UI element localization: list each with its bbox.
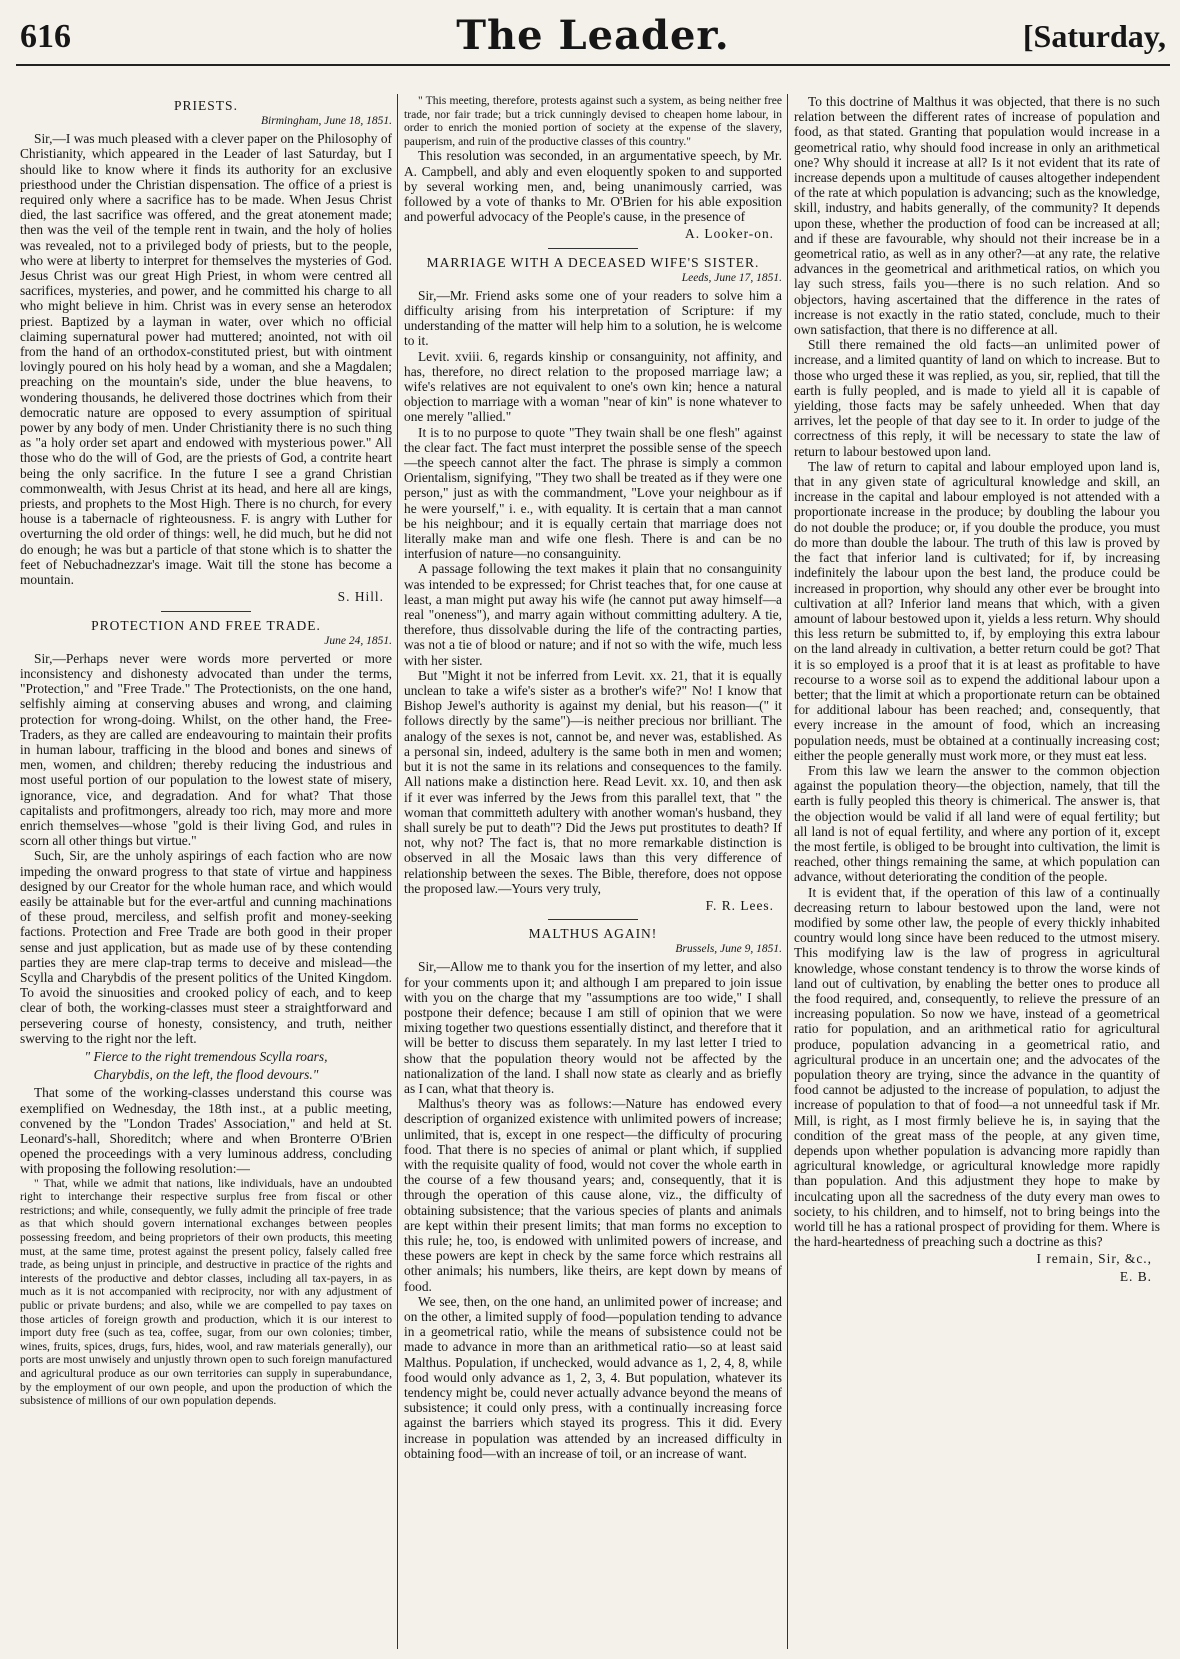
- resolution-text: " This meeting, therefore, protests against such a system, as being neither free trade, nor fair trade; but a trick cunningly devised to cheapen home labour, in order to enrich the monied portion of society at the expense of the slavery, pauperism, and ruin of the productive classes of this country.": [404, 94, 782, 148]
- article-signature: A. Looker-on.: [685, 226, 774, 242]
- article-dateline: Birmingham, June 18, 1851.: [261, 115, 392, 127]
- article-paragraph: Such, Sir, are the unholy aspirings of each faction who are now impeding the onward progress to that state of virtue and happiness designed by our Creator for the whole human race, and which would easily be attainable but for the ever-artful and cunning machinations of these proud, merciless, and selfish profit and money-seeking factions. Protection and Free Trade are both good in their proper sense and just application, but as made use of by these contending parties they are mere clap-trap terms to deceive and mislead—the Scylla and Charybdis of the present politics of the United Kingdom. To avoid the sinuosities and crooked policy of each, and to keep clear of both, the working-classes must steer a straightforward and persevering course of honesty, consistency, and truth, neither swerving to the right nor the left.: [20, 848, 392, 1046]
- article-paragraph: The law of return to capital and labour employed upon land is, that in any given state of agricultural knowledge and skill, an increase in the capital and labour employed is not attended with a proportionate increase in the produce; by doubling the labour you do not double the produce; or, if you double the produce, you must do more than double the labour. The truth of this law is proved by the fact that inferior land is cultivated; for if, by increasing indefinitely the labour upon the best land, the produce could be increased in proportion, why should any other ever be brought into cultivation at all? Inferior land means that which, with a given amount of labour bestowed upon it, yields a less return. Why should this less return be submitted to, if, by employing this extra labour on the land already in cultivation, a better return could be got? That it is so employed is a proof that it is at least as profitable to have recourse to a worse soil as to expend the additional labour upon a better; that the limit at which a proportionate return can be obtained for additional labour has been reached; and, consequently, that every increase in the amount of food, which an increasing population needs, must be obtained at a continually increasing cost; either the people generally must work more, or they must eat less.: [794, 458, 1160, 763]
- column-divider: [397, 94, 398, 1649]
- column-divider: [787, 94, 788, 1649]
- article-separator: [548, 919, 638, 920]
- article-heading-marriage: MARRIAGE WITH A DECEASED WIFE'S SISTER.: [426, 254, 760, 270]
- article-paragraph: A passage following the text makes it plain that no consanguinity was intended to be expressed; for Christ teaches that, for one cause at least, a man might put away his wife (he cannot put away himself—a real "oneness"), and marry again without committing adultery. A tie, therefore, thus dissolvable during the life of the contracting parties, was not a tie of blood or nature; and if not so with the wife, much less with her sister.: [404, 561, 782, 668]
- article-paragraph: This resolution was seconded, in an argumentative speech, by Mr. A. Campbell, and ably and even eloquently spoken to and supported by several working men, and, being unanimously carried, was followed by a vote of thanks to Mr. O'Brien for his able exposition and powerful advocacy of the People's cause, in the presence of: [404, 148, 782, 225]
- article-paragraph: Malthus's theory was as follows:—Nature has endowed every description of organized existence with unlimited powers of increase; unlimited, that is, except in one respect—the difficulty of procuring food. That there is no species of animal or plant which, if supplied with the requisite quality of food, would not cover the whole earth in the course of a few thousand years; and, consequently, that it is through the operation of this cause alone, viz., the difficulty of obtaining subsistence; that the various species of plants and animals are kept within their present limits; that man forms no exception to this rule; he, too, is endowed with unlimited powers of increase, and these powers are kept in check by the same force which restrains all other animals; his numbers, like theirs, are kept down by means of food.: [404, 1096, 782, 1294]
- article-paragraph: Still there remained the old facts—an unlimited power of increase, and a limited quantity of land on which to increase. But to those who urged these it was replied, as you, sir, replied, that till the earth is fully peopled, and is made to yield all it is capable of yielding, those facts may be safely unheeded. When that day arrives, let the people of that day see to it. In order to judge of the correctness of this reply, it will be necessary to state the law of return to labour bestowed upon land.: [794, 337, 1160, 459]
- article-dateline: Leeds, June 17, 1851.: [681, 271, 782, 284]
- article-paragraph: We see, then, on the one hand, an unlimited power of increase; and on the other, a limited supply of food—population tending to advance in a geometrical ratio, while the means of subsistence could not be made to advance in more than an arithmetical ratio—so at least said Malthus. Population, if unchecked, would advance as 1, 2, 4, 8, while food would only advance as 1, 2, 3, 4. But population, whatever its tendency might be, could never actually advance beyond the means of subsistence; it could only press, with a continually increasing force against the barriers which stayed its progress. This it did. Every increase in population was attended by an increased difficulty in obtaining food—with an increase of toil, or an increase of want.: [404, 1293, 782, 1461]
- column-3: [794, 94, 1160, 1649]
- article-heading-protection: PROTECTION AND FREE TRADE.: [91, 617, 321, 633]
- article-separator: [548, 248, 638, 249]
- article-paragraph: Sir,—Allow me to thank you for the insertion of my letter, and also for your comments upon it; and although I am prepared to join issue with you on the charge that my "assumptions are too wide," I shall postpone their defence; because I am still of opinion that we were mixing together two questions essentially distinct, and therefore that it will be better to discuss them separately. In my last letter I tried to show that the population theory would not be affected by the nationalization of the land. I shall now state as clearly and as briefly as I can, what that theory is.: [404, 959, 782, 1096]
- article-paragraph: That some of the working-classes understand this course was exemplified on Wednesday, the 18th inst., at a public meeting, convened by the "London Trades' Association," and held at St. Leonard's-hall, Shoreditch; where and when Bronterre O'Brien opened the proceedings with a very luminous address, concluding with proposing the following resolution:—: [20, 1085, 392, 1177]
- article-paragraph: But "Might it not be inferred from Levit. xx. 21, that it is equally unclean to take a wife's sister as a brother's wife?" No! I know that Bishop Jewel's authority is against my denial, but his reason—(" it follows directly by the same")—is neither precious nor brilliant. The analogy of the sexes is not, cannot be, and never was, established. As a personal sin, indeed, adultery is the same both in men and women; but it is not the same in its relations and consequences to the family. All nations make a distinction here. Read Levit. xx. 10, and then ask if it ever was inferred by the Jews from this parallel text, that " the woman that committeth adultery with another woman's husband, they shall surely be put to death"? Did the Jews put prostitutes to death? If not, why not? The fact is, that no more remarkable distinction is observed in all the Mosaic laws than this very difference of relationship between the sexes. The Bible, therefore, does not oppose the proposed law.—Yours very truly,: [404, 667, 782, 896]
- column-1: [20, 94, 392, 1649]
- newspaper-title: The Leader.: [456, 12, 730, 59]
- article-paragraph: To this doctrine of Malthus it was objected, that there is no such relation between the different rates of increase of population and food, as that stated. Granting that population would increase in a geometrical ratio, why should food increase in only an arithmetical one? Why should it increase at all? Is it not evident that its rate of increase depends upon a multitude of causes altogether independent of the rate at which population is advancing; such as the knowledge, skill, industry, and habits generally, of the community? It depends upon these, whether the production of food can be increased at all; and if these are favourable, why should not their increase be in a geometrical ratio, as well as in any other?—at any rate, the relative advances in the geometrical and arithmetical ratios, on which you lay such stress, fails you—there is no such relation. And so objectors, having ascertained that the difference in the rates of increase is not exactly in the ratio stated, conclude, much to their own satisfaction, that there is no difference at all.: [794, 94, 1160, 338]
- issue-day: [Saturday,: [1022, 18, 1166, 54]
- resolution-text: " That, while we admit that nations, like individuals, have an undoubted right to interchange their respective surplus free from fiscal or other restrictions; and while, consequently, we fully admit the principle of free trade as that which should govern international exchanges between peoples possessing freedom, and being proprietors of their own products, this meeting must, at the same time, protest against the present policy, falsely called free trade, as being unjust in principle, and destructive in practice of the rights and interests of the productive and debtor classes, including all tax-payers, in as much as it is not accompanied with reciprocity, nor with any adjustment of public or private burdens; and also, while we are compelled to pay taxes on those articles of foreign growth and production, which it is our interest to import duty free (such as tea, coffee, sugar, from our own colonies; timber, wines, fruits, spices, drugs, furs, hides, wool, and raw materials generally), our ports are most unwisely and unjustly thrown open to such foreign manufactured and agricultural produce as our own territories can supply in superabundance, by the employment of our own people, and upon the production of which the subsistence of millions of our own population depends.: [20, 1176, 392, 1408]
- quoted-verse: Charybdis, on the left, the flood devours.": [93, 1067, 319, 1083]
- article-paragraph: Sir,—I was much pleased with a clever paper on the Philosophy of Christianity, which appeared in the Leader of last Saturday, but I should like to know where it finds its authority for an exclusive priesthood under the Christian dispensation. The office of a priest is required only where a sacrifice has to be made. When Jesus Christ died, the last sacrifice was offered, and the great atonement made; then was the veil of the temple rent in twain, and the holy of holies was revealed, not to a privileged body of priests, but to the people, who were at liberty to interpret for themselves the mysteries of God. Jesus Christ was our great High Priest, in whom were centred all sacrifices, mysteries, and power, and he committed his charge to all who might believe in him. Christ was in every sense an heterodox priest. Baptized by a layman in water, over which no official claiming supernatural power had muttered; anointed, not with oil from the hand of an orthodox-constituted priest, but with ointment lovingly poured on his holy head by a woman, and she a Magdalen; preaching on the mountain's side, under the blue heavens, to wondering thousands, he delivered those doctrines which from their democratic nature are opposed to every assumption of spiritual power by any body of men. Under Christianity there is no such thing as "a holy order set apart and endowed with mysterious power." All those who do the will of God, are the priests of God, a contrite heart being the only sacrifice. In the future I see a grand Christian commonwealth, with Jesus Christ at its head, and here all are kings, priests, and prophets to the Most High. There is no church, for every house is a tabernacle of righteousness. F. is angry with Luther for overturning the old order of things: well, he did much, but he did not do enough; he was but a particle of that stone which is to shatter the feet of Nebuchadnezzar's image. Wait till the stone has become a mountain.: [20, 131, 392, 588]
- article-signature: S. Hill.: [337, 589, 384, 605]
- article-heading-priests: PRIESTS.: [174, 98, 238, 113]
- article-closing: I remain, Sir, &c.,: [1036, 1251, 1152, 1267]
- page-number: 616: [20, 18, 71, 55]
- article-paragraph: From this law we learn the answer to the common objection against the population theory—the objection, namely, that till the earth is fully peopled this theory is chimerical. The answer is, that the objection would be valid if all land were of equal fertility; but all land is not of equal fertility, and where any portion of it, except the most fertile, is obliged to be brought into cultivation, the limit is reached, other things remaining the same, at which population can advance, without deteriorating the condition of the people.: [794, 762, 1160, 885]
- article-dateline: June 24, 1851.: [324, 634, 392, 647]
- article-paragraph: It is evident that, if the operation of this law of a continually decreasing return to labour bestowed upon the land, were not modified by some other law, the people of every thickly inhabited country would long since have been reduced to the utmost misery. This modifying law is the law of progress in agricultural knowledge, whose constant tendency is to throw the worse kinds of land out of cultivation, by enabling the better ones to produce all the food required, and, consequently, to relieve the pressure of an increasing population. So now we have, instead of a geometrical ratio for population, and an arithmetical ratio for agricultural produce, population advancing in a geometrical ratio, and agricultural produce in an uncertain one; and the advocates of the population theory are trying, since the advance in the quantity of food cannot be adjusted to the increase of population, to adjust the increase of population to that of food—a not unneedful task if Mr. Mill, is right, as I most firmly believe he is, in saying that the condition of the great mass of the people, at any given time, depends upon whether population is advancing more rapidly than agricultural knowledge, or agricultural knowledge more rapidly than population. And this adjustment they hope to make by inculcating upon all the sacredness of the duty every man owes to society, to his children, and to himself, not to bring beings into the world till he has a rational prospect of providing for them. Where is the hard-heartedness of preaching such a doctrine as this?: [794, 884, 1160, 1250]
- article-signature: F. R. Lees.: [705, 897, 774, 913]
- article-heading-malthus: MALTHUS AGAIN!: [528, 926, 658, 942]
- article-dateline: Brussels, June 9, 1851.: [675, 943, 782, 956]
- article-signature: E. B.: [1119, 1268, 1152, 1284]
- column-2: [404, 94, 782, 1649]
- article-paragraph: Levit. xviii. 6, regards kinship or consanguinity, not affinity, and has, therefore, no direct relation to the proposed marriage law; a wife's relatives are not equivalent to one's own kin; hence a natural objection to marriage with a woman "near of kin" is none whatever to one merely "allied.": [404, 348, 782, 425]
- article-paragraph: Sir,—Mr. Friend asks some one of your readers to solve him a difficulty arising from his interpretation of Scripture: if my understanding of the matter will help him to a solution, he is welcome to it.: [404, 287, 782, 349]
- masthead: [16, 8, 1170, 66]
- article-paragraph: Sir,—Perhaps never were words more perverted or more inconsistency and dishonesty advocated than under the terms, "Protection," and "Free Trade." The Protectionists, on the one hand, selfishly aiming at conserving abuses and wrong, and claiming protection for wrong-doing. Whilst, on the other hand, the Free-Traders, as they are called are endeavouring to maintain their profits in human labour, trafficing in the blood and bones and sinews of men, women, and children; thereby reducing the industrious and most useful portion of our population to the lowest state of misery, ignorance, vice, and degradation. And for what? That those capitalists and profitmongers, already too rich, may more and more enrich themselves—whose "gold is their living God, and rules in scorn all other things but virtue.": [20, 650, 392, 849]
- article-separator: [161, 611, 251, 612]
- article-paragraph: It is to no purpose to quote "They twain shall be one flesh" against the clear fact. The fact must interpret the possible sense of the speech—the speech cannot alter the fact. The phrase is simply a common Orientalism, signifying, "They two shall be treated as if they were one person," just as with the commandment, "Love your neighbour as if he were yourself," i. e., with equality. It is certain that a man cannot be his neighbour; and it is equally certain that marriage does not literally make man and wife one flesh. There is and can be no interfusion of nature—no consanguinity.: [404, 424, 782, 562]
- quoted-verse: " Fierce to the right tremendous Scylla roars,: [84, 1048, 328, 1064]
